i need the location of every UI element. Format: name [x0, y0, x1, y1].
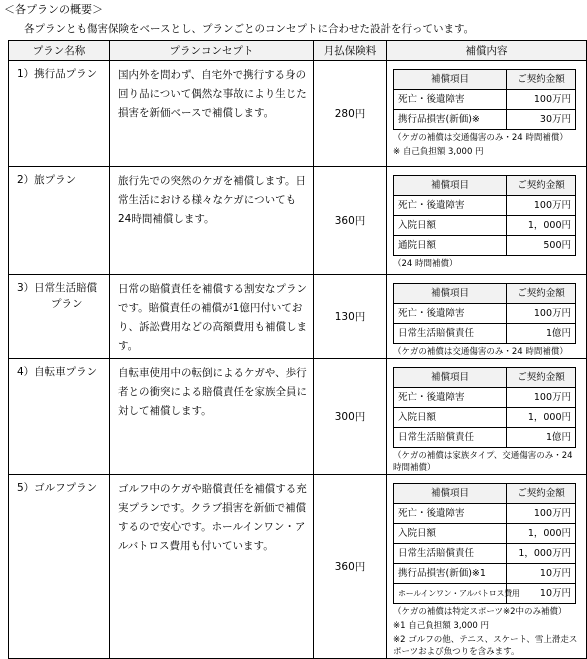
coverage-row: 入院日額 1，000円: [394, 408, 576, 428]
plan-name: 3）日常生活賠償 プラン: [9, 275, 110, 359]
coverage-row: 入院日額 1，000円: [394, 524, 576, 544]
coverage-header-item: 補償項目: [394, 70, 507, 90]
coverage-row: 死亡・後遺障害 100万円: [394, 504, 576, 524]
plan-coverage: [387, 61, 587, 167]
plan-row: [9, 61, 587, 167]
plan-coverage: [387, 275, 587, 359]
column-header-coverage: 補償内容: [387, 41, 587, 61]
coverage-row: 日常生活賠償責任 1億円: [394, 324, 576, 344]
coverage-row: 日常生活賠償責任 1億円: [394, 428, 576, 448]
coverage-note: ※1 自己負担額 3,000 円: [393, 621, 489, 631]
coverage-note: （ケガの補償は家族タイプ、交通傷害のみ・24 時間補償）: [393, 451, 573, 473]
plan-fee: 300円: [314, 359, 387, 475]
plan-concept: 日常の賠償責任を補償する割安なプランです。賠償責任の補償が1億円付いており、訴訟費用などの高額費用も補償します。: [110, 275, 314, 359]
coverage-row: ホールインワン・アルバトロス費用 10万円: [394, 584, 576, 604]
coverage-note: （ケガの補償は特定スポーツ※2中のみ補償）: [393, 607, 567, 617]
coverage-table: [393, 69, 576, 130]
plan-name: 4）自転車プラン: [9, 359, 110, 475]
plan-row: [9, 275, 587, 359]
plan-name: 2）旅プラン: [9, 167, 110, 275]
plan-name: 5）ゴルフプラン: [9, 475, 110, 659]
plan-coverage: [387, 475, 587, 659]
column-header-concept: プランコンセプト: [110, 41, 314, 61]
plan-row: [9, 475, 587, 659]
coverage-table: 補償項目 ご契約金額 死亡・後遺障害 100万円 日常生活賠償責任 1億円: [393, 283, 576, 344]
plan-concept: 自転車使用中の転倒によるケガや、歩行者との衝突による賠償責任を家族全員に対して補償します。: [110, 359, 314, 475]
plan-fee: 130円: [314, 275, 387, 359]
section-heading: ＜各プランの概要＞: [4, 3, 103, 16]
plan-fee: 360円: [314, 475, 387, 659]
coverage-row: 死亡・後遺障害 100万円: [394, 196, 576, 216]
coverage-row: 入院日額 1，000円: [394, 216, 576, 236]
coverage-note: ※2 ゴルフの他、テニス、スケート、雪上滑走スポーツおよび魚つりを含みます。: [393, 635, 578, 657]
coverage-header-amount: ご契約金額: [507, 70, 576, 90]
coverage-note: （24 時間補償）: [393, 259, 458, 269]
coverage-row: 日常生活賠償責任 1，000万円: [394, 544, 576, 564]
intro-text: 各プランとも傷害保険をベースとし、プランごとのコンセプトに合わせた設計を行っています。: [24, 23, 475, 35]
plan-coverage: [387, 167, 587, 275]
plan-row: [9, 359, 587, 475]
coverage-row: 死亡・後遺障害 100万円: [394, 90, 576, 110]
coverage-note: （ケガの補償は交通傷害のみ・24 時間補償）: [393, 133, 568, 143]
column-header-plan-name: プラン名称: [9, 41, 110, 61]
plan-fee: 360円: [314, 167, 387, 275]
plan-concept: ゴルフ中のケガや賠償責任を補償する充実プランです。クラブ損害を新価で補償するので安心です。ホールインワン・アルバトロス費用も付いています。: [110, 475, 314, 659]
plan-name: 1）携行品プラン: [9, 61, 110, 167]
coverage-note: （ケガの補償は交通傷害のみ・24 時間補償）: [393, 347, 568, 357]
table-header-row: [9, 41, 587, 61]
plan-coverage: [387, 359, 587, 475]
coverage-row: 死亡・後遺障害 100万円: [394, 388, 576, 408]
plan-row: [9, 167, 587, 275]
coverage-table: 補償項目 ご契約金額 死亡・後遺障害 100万円 入院日額 1，000円 日常生活賠償責任 1億円: [393, 367, 576, 448]
plan-concept: 国内外を問わず、自宅外で携行する身の回り品について偶然な事故により生じた損害を新価ベースで補償します。: [110, 61, 314, 167]
coverage-table: 補償項目 ご契約金額 死亡・後遺障害 100万円 入院日額 1，000円 通院日額 500円: [393, 175, 576, 256]
column-header-monthly-fee: 月払保険料: [314, 41, 387, 61]
coverage-row: 通院日額 500円: [394, 236, 576, 256]
plan-overview-table: [8, 40, 587, 659]
plan-fee: 280円: [314, 61, 387, 167]
coverage-row: 携行品損害(新価)※ 30万円: [394, 110, 576, 130]
coverage-table: 補償項目 ご契約金額 死亡・後遺障害 100万円 入院日額 1，000円 日常生活賠償責任 1，000万円 携行品損害(新価)※1 10万円 ホールインワン・アルバトロス費用 10万円: [393, 483, 576, 604]
coverage-row: 死亡・後遺障害 100万円: [394, 304, 576, 324]
coverage-note: ※ 自己負担額 3,000 円: [393, 147, 484, 157]
coverage-row: 携行品損害(新価)※1 10万円: [394, 564, 576, 584]
plan-concept: 旅行先での突然のケガを補償します。日常生活における様々なケガについても24時間補償します。: [110, 167, 314, 275]
